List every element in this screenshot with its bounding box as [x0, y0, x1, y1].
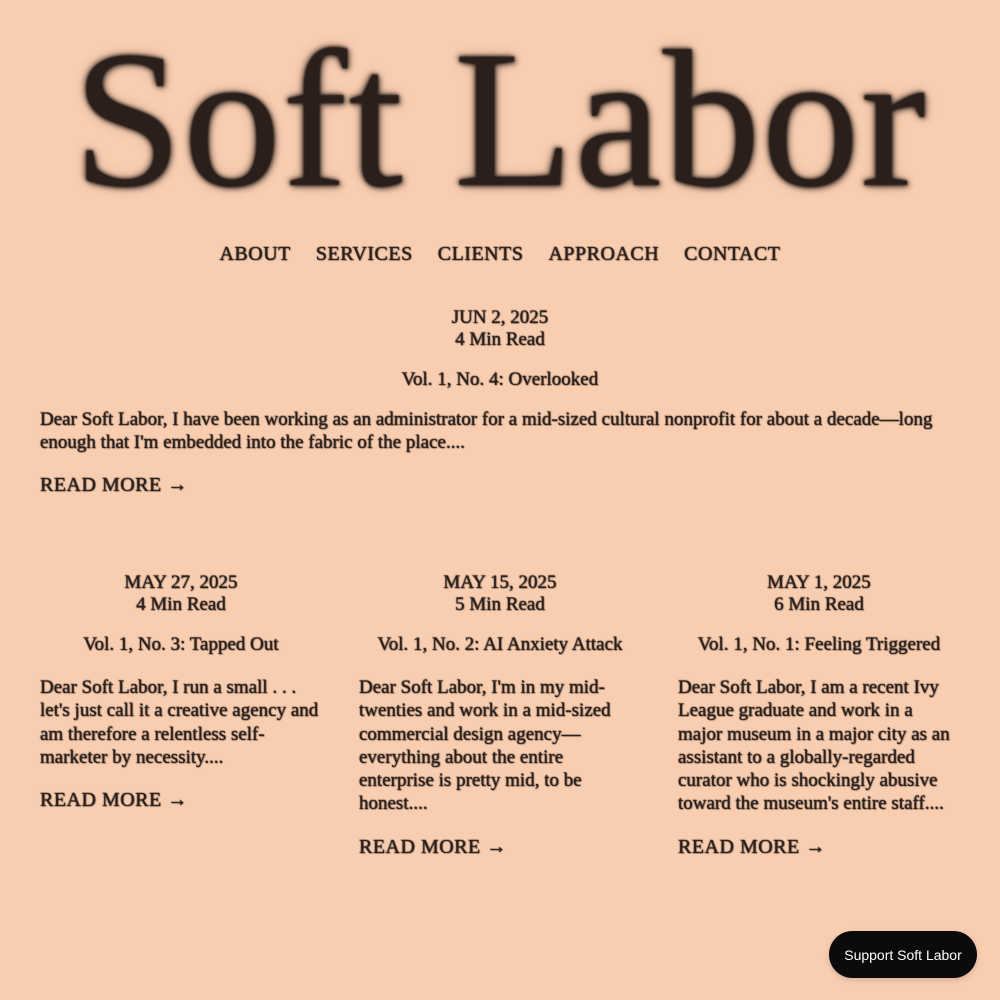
post-card: [359, 572, 641, 859]
read-more-link[interactable]: READ MORE →: [359, 835, 507, 858]
post-excerpt: Dear Soft Labor, I'm in my mid-twenties and work in a mid-sized commercial design agency—everything about the entire enterprise is pretty mid, to be honest....: [359, 677, 611, 815]
post-date: MAY 15, 2025: [443, 572, 557, 593]
post-date: JUN 2, 2025: [451, 307, 549, 328]
nav-about[interactable]: ABOUT: [219, 243, 291, 265]
post-meta: [40, 572, 322, 616]
post-meta: [40, 307, 960, 351]
post-card: [40, 572, 322, 812]
site-title[interactable]: Soft Labor: [73, 11, 927, 228]
nav-contact[interactable]: CONTACT: [684, 243, 781, 265]
post-date: MAY 1, 2025: [767, 572, 871, 593]
post-title[interactable]: Vol. 1, No. 1: Feeling Triggered: [697, 634, 941, 655]
post-card: [678, 572, 960, 859]
post-excerpt: Dear Soft Labor, I run a small . . . let's just call it a creative agency and am therefore a relentless self-marketer by necessity....: [40, 677, 319, 768]
post-read-time: 6 Min Read: [774, 594, 864, 615]
post-excerpt: Dear Soft Labor, I have been working as an administrator for a mid-sized cultural nonprofit for about a decade—long enough that I'm embedded into the fabric of the place....: [40, 409, 933, 453]
post-read-time: 4 Min Read: [136, 594, 226, 615]
post-title[interactable]: Vol. 1, No. 2: AI Anxiety Attack: [377, 634, 623, 655]
nav-clients[interactable]: CLIENTS: [437, 243, 524, 265]
post-date: MAY 27, 2025: [124, 572, 238, 593]
post-meta: [678, 572, 960, 616]
featured-post: [40, 307, 960, 497]
main-nav: [0, 243, 1000, 266]
post-title[interactable]: Vol. 1, No. 4: Overlooked: [401, 369, 599, 390]
post-excerpt: Dear Soft Labor, I am a recent Ivy League graduate and work in a major museum in a major city as an assistant to a globally-regarded curator who is shockingly abusive toward the museum's entire staff....: [678, 677, 950, 815]
nav-services[interactable]: SERVICES: [315, 243, 413, 265]
post-meta: [359, 572, 641, 616]
support-button[interactable]: Support Soft Labor: [829, 931, 977, 978]
read-more-link[interactable]: READ MORE →: [40, 789, 188, 812]
read-more-link[interactable]: READ MORE →: [40, 474, 188, 496]
post-read-time: 5 Min Read: [455, 594, 545, 615]
post-title[interactable]: Vol. 1, No. 3: Tapped Out: [83, 634, 279, 655]
nav-approach[interactable]: APPROACH: [548, 243, 660, 265]
read-more-link[interactable]: READ MORE →: [678, 835, 826, 858]
post-read-time: 4 Min Read: [455, 329, 545, 350]
